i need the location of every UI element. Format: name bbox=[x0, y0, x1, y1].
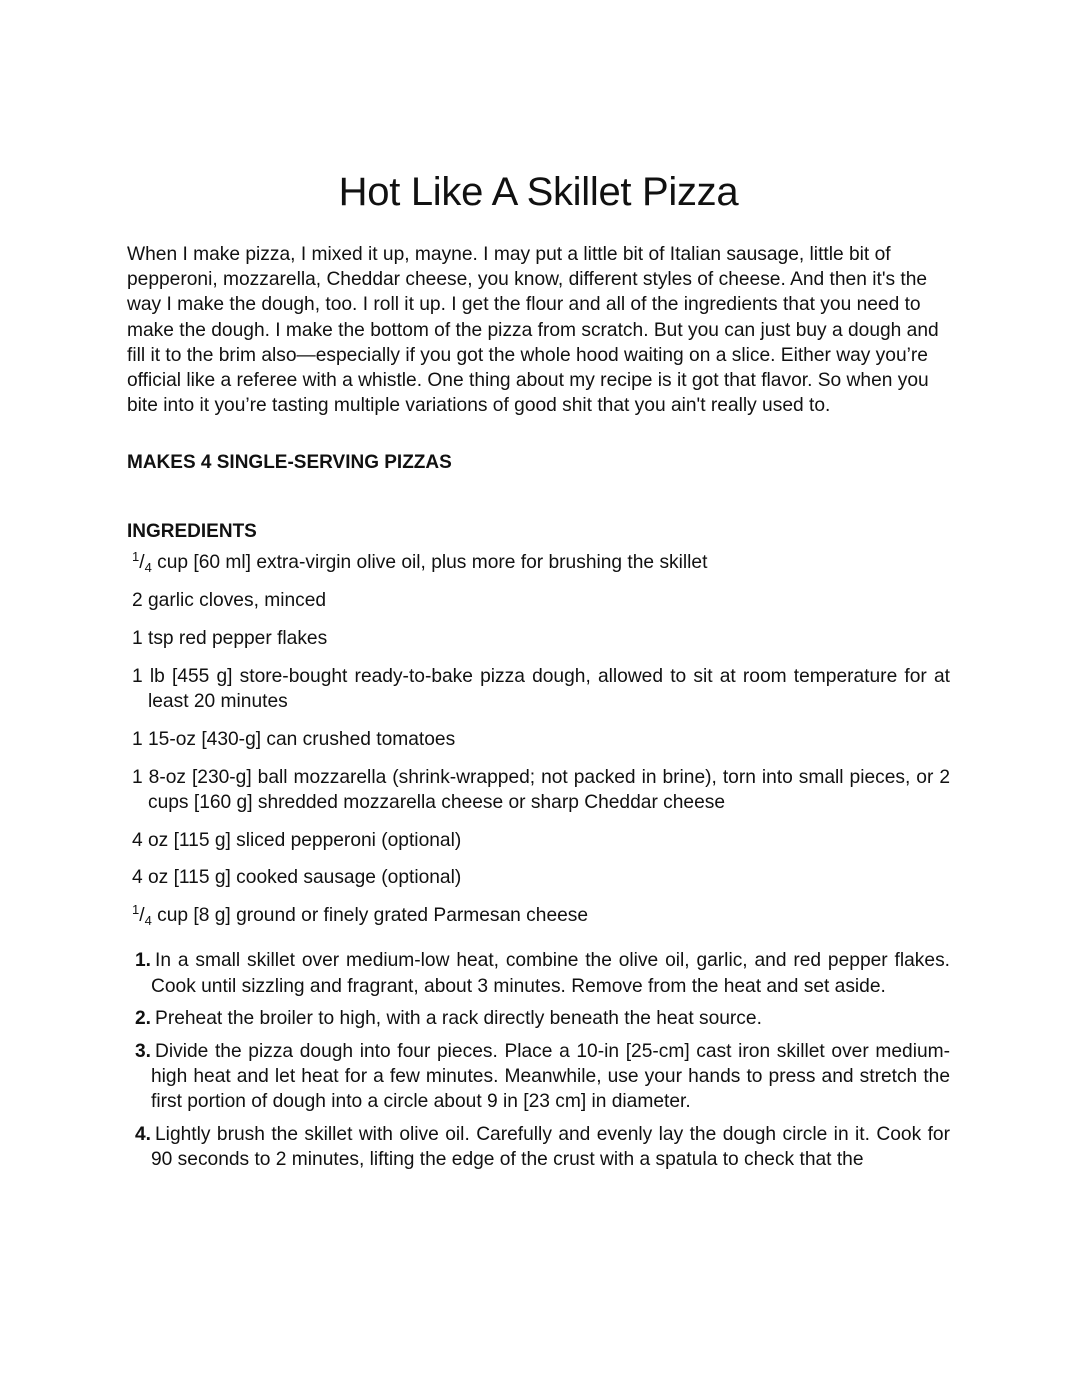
ingredient-item: $^1/_4$ cup [60 ml] extra-virgin olive oil, plus more for brushing the skillet bbox=[132, 549, 708, 576]
step-item: 2. Preheat the broiler to high, with a rack directly beneath the heat source. bbox=[135, 1008, 762, 1030]
step-item: 4. Lightly brush the skillet with olive oil. Carefully and evenly lay the dough circle in it. Cook for 90 seconds to 2 minutes, lifting the edge of the crust with a spatula to check that the bbox=[135, 1124, 950, 1171]
ingredient-item: 1 lb [455 g] store-bought ready-to-bake pizza dough, allowed to sit at room temperature for at least 20 minutes bbox=[132, 665, 950, 713]
ingredient-item: 1 8-oz [230-g] ball mozzarella (shrink-wrapped; not packed in brine), torn into small pieces, or 2 cups [160 g] shredded mozzarella cheese or sharp Cheddar cheese bbox=[132, 766, 950, 813]
ingredient-item: 4 oz [115 g] cooked sausage (optional) bbox=[132, 867, 462, 889]
fraction: $^1/_4$ bbox=[132, 902, 152, 929]
steps-list bbox=[127, 948, 950, 1172]
intro-paragraph: When I make pizza, I mixed it up, mayne. I may put a little bit of Italian sausage, little bit of pepperoni, mozzarella, Cheddar cheese, you know, different styles of cheese. And then it's the way I make the dough, too. I roll it up. I get the flour and all of the ingredients that you need to make the dough. I make the bottom of the pizza from scratch. But you can just buy a dough and fill it to the brim also—especially if you got the whole hood waiting on a slice. Either way you’re official like a referee with a whistle. One thing about my recipe is it got that flavor. So when you bite into it you’re tasting multiple variations of good shit that you ain't really used to. bbox=[127, 244, 939, 417]
ingredient-item: 1 15-oz [430-g] can crushed tomatoes bbox=[132, 728, 456, 750]
ingredient-item: 1 tsp red pepper flakes bbox=[132, 628, 328, 650]
step-number: 4. bbox=[135, 1124, 152, 1146]
step-number: 1. bbox=[135, 950, 152, 972]
fraction: $^1/_4$ bbox=[132, 549, 152, 576]
step-item: 3. Divide the pizza dough into four pieces. Place a 10-in [25-cm] cast iron skillet over medium-high heat and let heat for a few minutes. Meanwhile, use your hands to press and stretch the first portion of dough into a circle about 9 in [23 cm] in diameter. bbox=[135, 1041, 950, 1113]
ingredient-item: 4 oz [115 g] sliced pepperoni (optional) bbox=[132, 829, 462, 851]
recipe-title: Hot Like A Skillet Pizza bbox=[338, 170, 739, 214]
ingredient-item: $^1/_4$ cup [8 g] ground or finely grated Parmesan cheese bbox=[132, 902, 589, 929]
recipe-page bbox=[127, 166, 950, 1180]
step-item: 1. In a small skillet over medium-low heat, combine the olive oil, garlic, and red pepper flakes. Cook until sizzling and fragrant, about 3 minutes. Remove from the heat and set aside. bbox=[135, 950, 950, 997]
ingredients-heading: INGREDIENTS bbox=[127, 521, 257, 543]
ingredient-item: 2 garlic cloves, minced bbox=[132, 590, 327, 612]
step-number: 3. bbox=[135, 1041, 152, 1063]
step-number: 2. bbox=[135, 1008, 152, 1030]
ingredients-list bbox=[127, 550, 950, 928]
yield-heading: MAKES 4 SINGLE-SERVING PIZZAS bbox=[127, 452, 452, 474]
